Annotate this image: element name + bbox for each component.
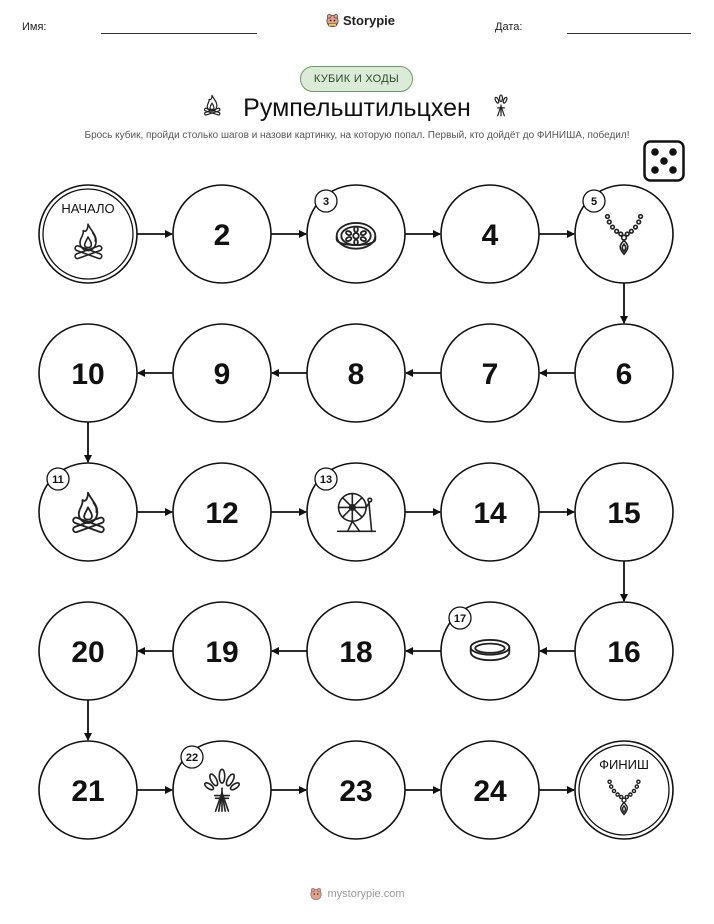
board-cell-25 xyxy=(575,741,673,839)
board-cell-14 xyxy=(441,463,539,561)
cell-circle xyxy=(575,741,673,839)
cell-number: 9 xyxy=(213,358,231,391)
board-cell-12 xyxy=(173,463,271,561)
cell-number: 6 xyxy=(615,358,633,391)
board-cell-8 xyxy=(307,324,405,422)
footer xyxy=(0,887,714,901)
cell-number: 7 xyxy=(481,358,499,391)
cell-number: 19 xyxy=(205,636,239,669)
finish-label: ФИНИШ xyxy=(599,757,649,772)
cell-number: 21 xyxy=(71,775,105,808)
cell-number: 16 xyxy=(607,636,641,669)
cell-number: 2 xyxy=(213,219,231,252)
cell-number: 15 xyxy=(607,497,641,530)
board-cell-13 xyxy=(307,463,405,561)
name-label: Имя: xyxy=(22,21,47,33)
board-cell-17 xyxy=(441,602,539,700)
storypie-mascot-small-icon xyxy=(309,887,323,901)
cell-number: 11 xyxy=(52,474,64,486)
cell-number: 3 xyxy=(322,196,330,208)
brand-name: Storypie xyxy=(343,13,396,28)
cell-number: 24 xyxy=(473,775,507,808)
page-title: Румпельштильцхен xyxy=(243,94,471,122)
cell-number: 5 xyxy=(590,196,598,208)
board-cell-22 xyxy=(173,741,271,839)
board-cell-1 xyxy=(39,185,137,283)
cell-circle xyxy=(39,185,137,283)
cell-number: 18 xyxy=(339,636,373,669)
cell-number: 14 xyxy=(473,497,507,530)
cell-number: 10 xyxy=(71,358,105,391)
board-cell-19 xyxy=(173,602,271,700)
game-type-badge: КУБИК И ХОДЫ xyxy=(300,66,413,92)
cell-number: 4 xyxy=(481,219,499,252)
cell-number: 17 xyxy=(453,613,467,625)
board-cell-15 xyxy=(575,463,673,561)
board-cell-11 xyxy=(39,463,137,561)
board-cell-4 xyxy=(441,185,539,283)
cell-number: 20 xyxy=(71,636,105,669)
board-cells xyxy=(39,185,673,839)
board-cell-2 xyxy=(173,185,271,283)
board-cell-10 xyxy=(39,324,137,422)
board-cell-20 xyxy=(39,602,137,700)
cell-number: 12 xyxy=(205,497,239,530)
footer-url: mystorypie.com xyxy=(327,888,405,900)
board-cell-21 xyxy=(39,741,137,839)
cell-number: 23 xyxy=(339,775,373,808)
board-cell-16 xyxy=(575,602,673,700)
board-cell-3 xyxy=(307,185,405,283)
board-cell-7 xyxy=(441,324,539,422)
cell-number: 13 xyxy=(319,474,333,486)
board-cell-9 xyxy=(173,324,271,422)
board-cell-24 xyxy=(441,741,539,839)
board-cell-23 xyxy=(307,741,405,839)
start-label: НАЧАЛО xyxy=(61,201,115,216)
board-cell-5 xyxy=(575,185,673,283)
cell-number: 22 xyxy=(185,752,199,764)
cell-number: 8 xyxy=(347,358,365,391)
board-cell-18 xyxy=(307,602,405,700)
instructions-text: Брось кубик, пройди столько шагов и назови картинку, на которую попал. Первый, кто дойдёт до ФИНИША, победил! xyxy=(84,130,630,141)
board-cell-6 xyxy=(575,324,673,422)
date-label: Дата: xyxy=(495,21,523,33)
